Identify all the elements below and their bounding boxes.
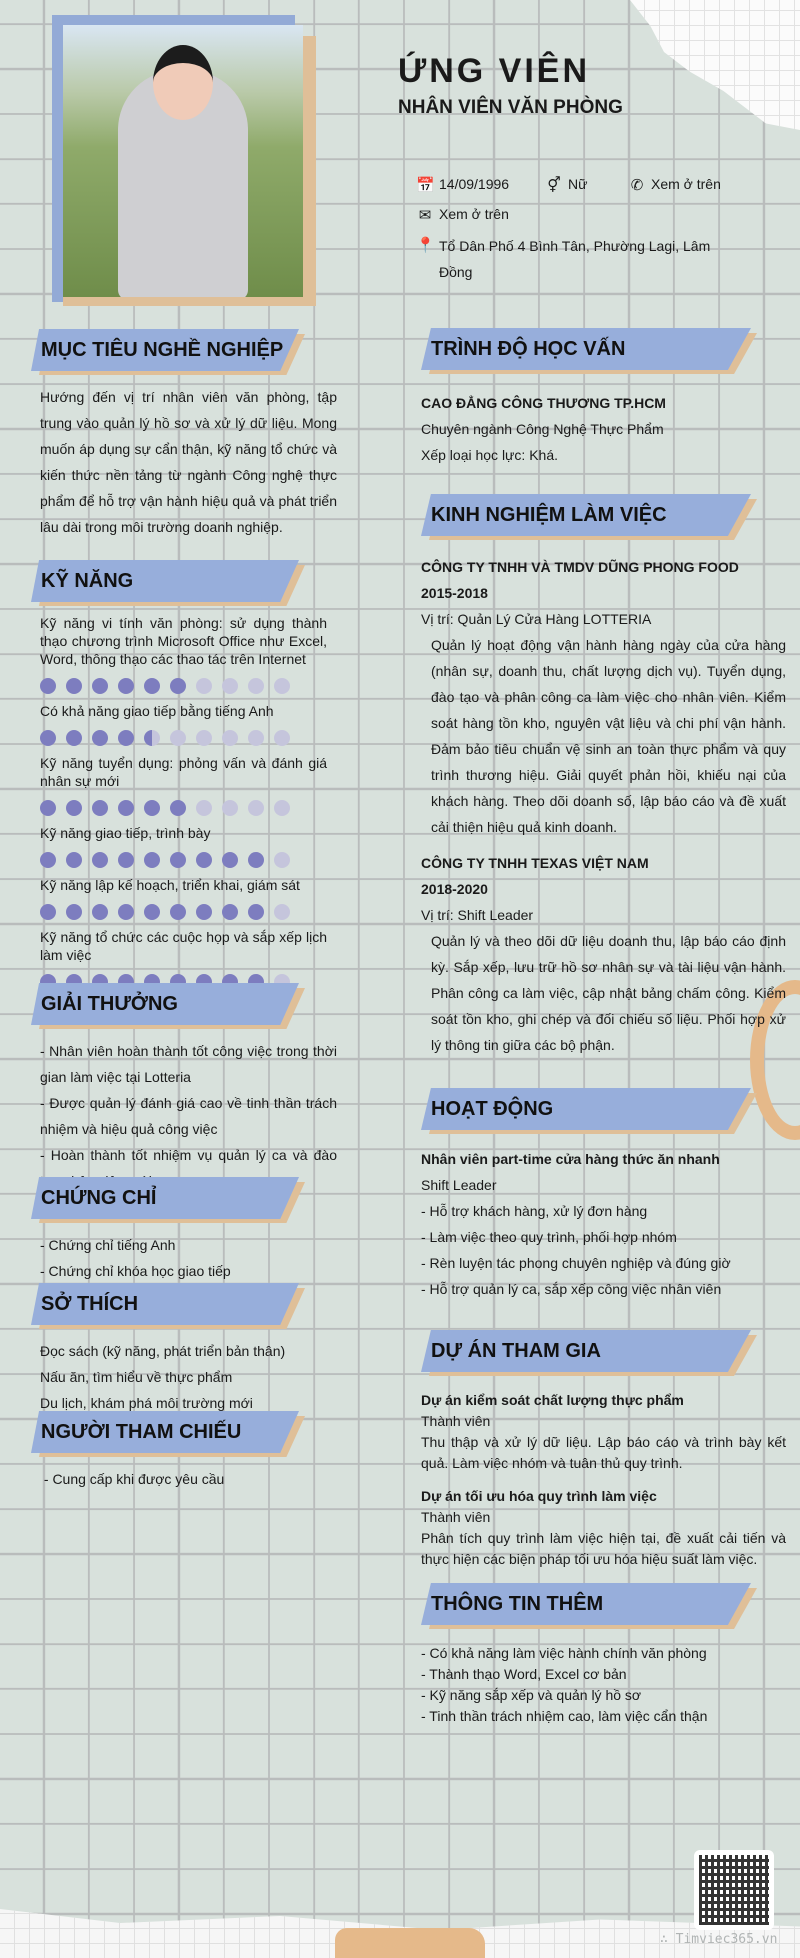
period: 2015-2018	[421, 585, 488, 601]
award-item: - Nhân viên hoàn thành tốt công việc trong thời gian làm việc tại Lotteria	[40, 1043, 337, 1085]
hobby-item: Nấu ăn, tìm hiểu về thực phẩm	[40, 1369, 233, 1385]
project-item	[421, 1390, 786, 1474]
activity-item: - Làm việc theo quy trình, phối hợp nhóm	[421, 1229, 677, 1245]
rating-dot	[40, 678, 56, 694]
skill-label: Kỹ năng tổ chức các cuộc họp và sắp xếp lịch làm việc	[40, 929, 327, 963]
rating-dot	[274, 678, 290, 694]
rating-dot	[196, 852, 212, 868]
activities-block	[421, 1146, 786, 1302]
certificate-item: - Chứng chỉ khóa học giao tiếp	[40, 1263, 231, 1279]
objective-heading	[31, 329, 299, 371]
rating-dot	[144, 800, 160, 816]
project-name: Dự án kiểm soát chất lượng thực phẩm	[421, 1392, 684, 1408]
skill-item	[40, 614, 327, 694]
heading-text: KỸ NĂNG	[41, 570, 134, 592]
rating-dot	[66, 678, 82, 694]
project-role: Thành viên	[421, 1509, 491, 1525]
company-name: CÔNG TY TNHH VÀ TMDV DŨNG PHONG FOOD	[421, 559, 739, 575]
calendar-icon: 📅	[416, 177, 435, 194]
activity-item: - Hỗ trợ khách hàng, xử lý đơn hàng	[421, 1203, 648, 1219]
experience-item	[421, 554, 786, 840]
rating-dot	[92, 730, 108, 746]
rating-dot	[66, 730, 82, 746]
heading-text: SỞ THÍCH	[41, 1293, 139, 1315]
role: Vị trí: Shift Leader	[421, 907, 534, 923]
rating-dot	[196, 678, 212, 694]
education-heading	[421, 328, 751, 370]
heading-text: HOẠT ĐỘNG	[431, 1098, 554, 1120]
qr-code	[694, 1850, 774, 1930]
rating-dot	[274, 730, 290, 746]
rating-dot	[222, 852, 238, 868]
skills-heading	[31, 560, 299, 602]
heading-text: NGƯỜI THAM CHIẾU	[41, 1421, 242, 1443]
company-name: CÔNG TY TNHH TEXAS VIỆT NAM	[421, 855, 649, 871]
project-name: Dự án tối ưu hóa quy trình làm việc	[421, 1488, 657, 1504]
rating-dot	[66, 852, 82, 868]
candidate-name: ỨNG VIÊN	[398, 52, 591, 90]
skill-label: Kỹ năng vi tính văn phòng: sử dụng thành thạo chương trình Microsoft Office như Excel, Word, thông thạo các thao tác trên Internet	[40, 615, 327, 667]
objective-text: Hướng đến vị trí nhân viên văn phòng, tập trung vào quản lý hồ sơ và xử lý dữ liệu. Mong muốn áp dụng sự cẩn thận, kỹ năng tổ chức và kiến thức nền tảng từ ngành Công nghệ thực phẩm để hỗ trợ vận hành hiệu quả và phát triển lâu dài trong môi trường doanh nghiệp.	[40, 389, 337, 535]
phone-icon: ✆	[630, 177, 644, 194]
rating-dot	[118, 800, 134, 816]
rating-dot	[248, 800, 264, 816]
rating-dot	[118, 904, 134, 920]
gender: ⚥ Nữ	[545, 176, 587, 194]
heading-text: DỰ ÁN THAM GIA	[431, 1340, 601, 1362]
email: ✉ Xem ở trên	[416, 206, 509, 224]
certificate-item: - Chứng chỉ tiếng Anh	[40, 1237, 176, 1253]
phone: ✆ Xem ở trên	[628, 176, 721, 194]
skill-label: Kỹ năng tuyển dụng: phỏng vấn và đánh giá nhân sự mới	[40, 755, 327, 789]
rating-dot	[170, 730, 186, 746]
rating-dot	[118, 678, 134, 694]
additional-item: - Có khả năng làm việc hành chính văn phòng	[421, 1645, 707, 1661]
rating-dot	[196, 800, 212, 816]
project-item	[421, 1486, 786, 1570]
rating-dot	[92, 904, 108, 920]
activity-name: Nhân viên part-time cửa hàng thức ăn nhanh	[421, 1151, 720, 1167]
certificates-heading	[31, 1177, 299, 1219]
map-pin-icon: 📍	[416, 237, 435, 254]
experience-item	[421, 850, 786, 1058]
skill-item	[40, 876, 327, 920]
award-item: - Hoàn thành tốt nhiệm vụ quản lý ca và đào	[40, 1147, 337, 1163]
rating-dot	[222, 730, 238, 746]
envelope-icon: ✉	[418, 207, 432, 224]
skill-rating	[40, 852, 327, 868]
award-item: - Được quản lý đánh giá cao về tinh thần trách nhiệm và hiệu quả công việc	[40, 1095, 337, 1137]
heading-text: MỤC TIÊU NGHỀ NGHIỆP	[41, 339, 284, 361]
additional-heading	[421, 1583, 751, 1625]
skill-rating	[40, 904, 327, 920]
rating-dot	[118, 852, 134, 868]
rating-dot	[144, 678, 160, 694]
awards-list	[40, 1038, 337, 1194]
heading-text: GIẢI THƯỞNG	[41, 993, 178, 1015]
skill-rating	[40, 800, 327, 816]
rating-dot	[222, 904, 238, 920]
activity-item: - Rèn luyện tác phong chuyên nghiệp và đúng giờ	[421, 1255, 731, 1271]
rating-dot	[222, 678, 238, 694]
additional-item: - Kỹ năng sắp xếp và quản lý hồ sơ	[421, 1687, 642, 1703]
grade: Xếp loại học lực: Khá.	[421, 447, 559, 463]
skills-list	[40, 610, 327, 998]
rating-dot	[40, 852, 56, 868]
job-title: NHÂN VIÊN VĂN PHÒNG	[398, 97, 623, 118]
rating-dot	[222, 800, 238, 816]
skill-item	[40, 702, 327, 746]
references-heading	[31, 1411, 299, 1453]
skill-item	[40, 928, 327, 990]
avatar	[63, 25, 303, 297]
heading-text: CHỨNG CHỈ	[41, 1187, 157, 1209]
hobby-item: Đọc sách (kỹ năng, phát triển bản thân)	[40, 1343, 286, 1359]
hobbies-list	[40, 1338, 337, 1416]
rating-dot	[274, 904, 290, 920]
activities-heading	[421, 1088, 751, 1130]
rating-dot	[170, 852, 186, 868]
rating-dot	[66, 904, 82, 920]
additional-list	[421, 1643, 786, 1727]
heading-text: TRÌNH ĐỘ HỌC VẤN	[431, 338, 626, 360]
heading-text: THÔNG TIN THÊM	[431, 1593, 604, 1615]
major: Chuyên ngành Công Nghệ Thực Phẩm	[421, 421, 664, 437]
rating-dot	[196, 904, 212, 920]
projects-heading	[421, 1330, 751, 1372]
rating-dot	[170, 904, 186, 920]
rating-dot	[248, 904, 264, 920]
skill-rating	[40, 730, 327, 746]
rating-dot	[66, 800, 82, 816]
rating-dot	[40, 800, 56, 816]
tan-decoration	[335, 1928, 485, 1958]
period: 2018-2020	[421, 881, 488, 897]
rating-dot	[144, 904, 160, 920]
skill-item	[40, 754, 327, 816]
address: 📍 Tổ Dân Phố 4 Bình Tân, Phường Lagi, Lâm Đồng	[416, 237, 711, 280]
skill-label: Kỹ năng lập kế hoạch, triển khai, giám sát	[40, 877, 300, 893]
skill-rating	[40, 678, 327, 694]
additional-item: - Tinh thần trách nhiệm cao, làm việc cẩn thận	[421, 1708, 708, 1724]
project-desc: Phân tích quy trình làm việc hiện tại, đề xuất cải tiến và thực hiện các biện pháp tối ưu hóa hiệu suất làm việc.	[421, 1530, 786, 1567]
rating-dot	[92, 852, 108, 868]
school-name: CAO ĐẲNG CÔNG THƯƠNG TP.HCM	[421, 395, 666, 411]
rating-dot	[40, 904, 56, 920]
rating-dot	[248, 678, 264, 694]
rating-dot	[170, 678, 186, 694]
additional-item: - Thành thạo Word, Excel cơ bản	[421, 1666, 627, 1682]
awards-heading	[31, 983, 299, 1025]
certificates-list	[40, 1232, 337, 1284]
project-desc: Thu thập và xử lý dữ liệu. Lập báo cáo và trình bày kết quả. Làm việc nhóm và tuân thủ quy trình.	[421, 1434, 786, 1471]
rating-dot	[248, 852, 264, 868]
rating-dot	[248, 730, 264, 746]
rating-dot	[118, 730, 134, 746]
rating-dot	[274, 852, 290, 868]
activity-item: - Hỗ trợ quản lý ca, sắp xếp công việc nhân viên	[421, 1281, 722, 1297]
rating-dot	[92, 678, 108, 694]
activity-role: Shift Leader	[421, 1177, 497, 1193]
skill-label: Có khả năng giao tiếp bằng tiếng Anh	[40, 703, 274, 719]
description: Quản lý hoạt động vận hành hàng ngày của cửa hàng (nhân sự, doanh thu, chất lượng dịch vụ). Tuyển dụng, đào tạo và phân công ca làm việc cho nhân viên. Kiểm soát hàng tồn kho, nguyên vật liệu và chi phí vận hành. Đảm bảo tiêu chuẩn vệ sinh an toàn thực phẩm và quy trình thương hiệu. Giải quyết phản hồi, khiếu nại của khách hàng. Theo dõi doanh số, lập báo cáo và đề xuất cải thiện hiệu quả kinh doanh.	[431, 637, 786, 835]
heading-text: KINH NGHIỆM LÀM VIỆC	[431, 504, 667, 526]
rating-dot	[144, 852, 160, 868]
hobbies-heading	[31, 1283, 299, 1325]
rating-dot	[40, 730, 56, 746]
skill-item	[40, 824, 327, 868]
project-role: Thành viên	[421, 1413, 491, 1429]
description: Quản lý và theo dõi dữ liệu doanh thu, lập báo cáo định kỳ. Sắp xếp, lưu trữ hồ sơ nhân sự và tài liệu vận hành. Phân công ca làm việc, cập nhật bảng chấm công. Kiểm soát tồn kho, ghi chép và đối chiếu số liệu. Phối hợp xử lý thông tin giữa các bộ phận.	[431, 933, 786, 1053]
references-text: - Cung cấp khi được yêu cầu	[40, 1471, 225, 1487]
gender-icon: ⚥	[547, 177, 561, 194]
rating-dot	[196, 730, 212, 746]
hobby-item: Du lịch, khám phá môi trường mới	[40, 1395, 253, 1411]
rating-dot	[144, 730, 160, 746]
rating-dot	[92, 800, 108, 816]
education-block	[421, 390, 786, 468]
skill-label: Kỹ năng giao tiếp, trình bày	[40, 825, 211, 841]
corner-decoration	[630, 0, 800, 130]
rating-dot	[170, 800, 186, 816]
rating-dot	[274, 800, 290, 816]
birthday: 📅 14/09/1996	[416, 176, 510, 194]
role: Vị trí: Quản Lý Cửa Hàng LOTTERIA	[421, 611, 652, 627]
experience-heading	[421, 494, 751, 536]
watermark: ∴ Timviec365.vn	[660, 1932, 778, 1947]
